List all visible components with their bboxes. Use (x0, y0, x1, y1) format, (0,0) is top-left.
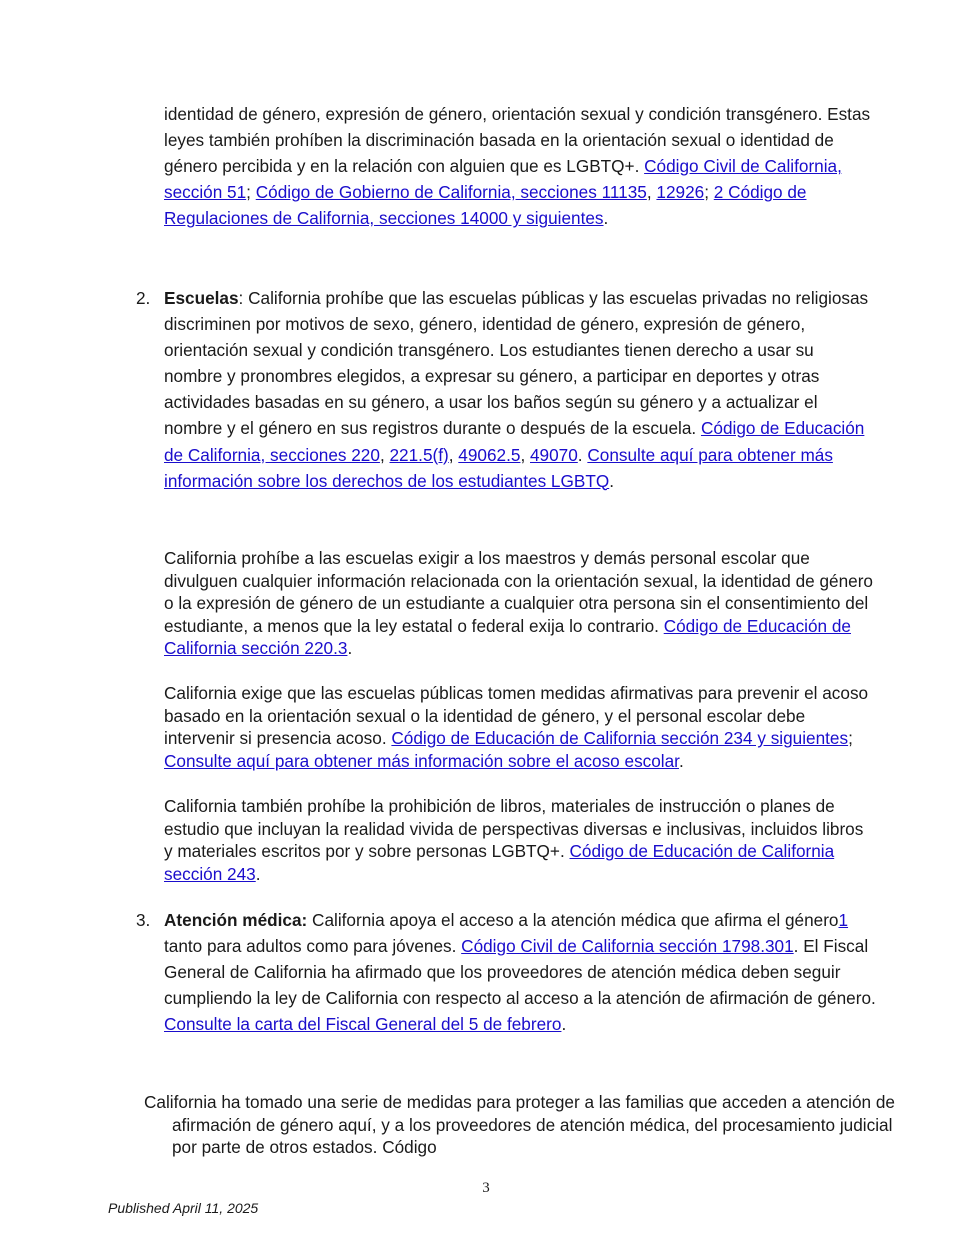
link-education-code-49062-5[interactable]: 49062.5 (458, 444, 521, 465)
list-item-schools: Escuelas: California prohíbe que las escuelas públicas y las escuelas privadas no religiosas discriminen por motivos de sexo, género, identidad de género, expresión de género, orientación sexual y condición transgénero. Los estudiantes tienen derecho a usar su nombre y pronombres elegidos, a expresar su género, a participar en deportes y otras actividades basadas en su género, a usar los baños según su género y a actualizar el nombre y el género en sus registros durante o después de la escuela. Código de Educación de California, secciones 220, 221.5(f), 49062.5, 49070. Consulte aquí para obtener más información sobre los derechos de los estudiantes LGBTQ. (164, 288, 869, 491)
paragraph-book-bans: California también prohíbe la prohibición de libros, materiales de instrucción o planes de estudio que incluyan la realidad vivida de perspectivas diversas e inclusivas, incluidos libros y materiales escritos por y sobre personas LGBTQ+. Código de Educación de California sección 243. (164, 796, 864, 884)
paragraph-anti-discrimination-laws: identidad de género, expresión de género, orientación sexual y condición transgénero. Estas leyes también prohíben la discriminación basada en la orientación sexual o identidad de género percibida y en la relación con alguien que es LGBTQ+. Código Civil de California, sección 51; Código de Gobierno de California, secciones 11135, 12926; 2 Código de Regulaciones de California, secciones 14000 y siguientes. (164, 104, 871, 229)
link-education-code-221-5f[interactable]: 221.5(f) (389, 444, 449, 465)
link-education-code-220-3[interactable]: Código de Educación de California sección 220.3 (164, 615, 851, 659)
link-regulations-14000[interactable]: 2 Código de Regulaciones de California, secciones 14000 y siguientes (164, 182, 807, 229)
link-government-code-12926[interactable]: 12926 (656, 182, 705, 203)
link-education-code-49070[interactable]: 49070 (530, 444, 578, 465)
footnote-link-1[interactable]: 1 (838, 910, 849, 930)
link-attorney-general-letter[interactable]: Consulte la carta del Fiscal General del 5 de febrero (164, 1014, 562, 1035)
paragraph-disclosure-protection: California prohíbe a las escuelas exigir a los maestros y demás personal escolar que divulguen cualquier información relacionada con la orientación sexual, la identidad de género o la expresión de género de un estudiante a cualquier otra persona sin el consentimiento del estudiante, a menos que la ley estatal o federal exija lo contrario. Código de Educación de California sección 220.3. (164, 548, 873, 659)
list-number-2: 2. (136, 288, 151, 308)
link-government-code-11135[interactable]: Código de Gobierno de California, secciones 11135 (255, 182, 647, 203)
link-lgbtq-student-rights[interactable]: Consulte aquí para obtener más información sobre los derechos de los estudiantes LGBTQ (164, 444, 833, 491)
heading-healthcare: Atención médica: (164, 910, 308, 930)
footer-published-date: Published April 11, 2025 (108, 1200, 259, 1216)
link-education-code-234[interactable]: Código de Educación de California sección 234 y siguientes (391, 728, 849, 749)
link-bullying-info[interactable]: Consulte aquí para obtener más información sobre el acoso escolar (164, 750, 679, 771)
list-item-healthcare: Atención médica: California apoya el acceso a la atención médica que afirma el género1 tanto para adultos como para jóvenes. Código Civil de California sección 1798.301. El Fiscal General de California ha afirmado que los proveedores de atención médica deben seguir cumpliendo la ley de California con respecto al acceso a la atención de afirmación de género. Consulte la carta del Fiscal General del 5 de febrero. (164, 910, 876, 1035)
link-civil-code-1798-301[interactable]: Código Civil de California sección 1798.301 (461, 936, 794, 957)
link-education-code-243[interactable]: Código de Educación de California sección 243 (164, 841, 835, 884)
link-civil-code-51[interactable]: Código Civil de California, sección 51 (164, 156, 842, 203)
list-number-3: 3. (136, 910, 151, 930)
heading-schools: Escuelas (164, 288, 239, 308)
page-number: 3 (482, 1180, 490, 1196)
paragraph-anti-bullying: California exige que las escuelas públicas tomen medidas afirmativas para prevenir el acoso basado en la orientación sexual o la identidad de género, y el personal escolar debe intervenir si presencia acoso. Código de Educación de California sección 234 y siguientes; Consulte aquí para obtener más información sobre el acoso escolar. (164, 683, 869, 771)
paragraph-family-protections: California ha tomado una serie de medidas para proteger a las familias que acceden a atención de afirmación de género aquí, y a los proveedores de atención médica, del procesamiento judicial por parte de otros estados. Código (144, 1092, 895, 1158)
link-education-code-220[interactable]: Código de Educación de California, secciones 220 (164, 418, 865, 465)
